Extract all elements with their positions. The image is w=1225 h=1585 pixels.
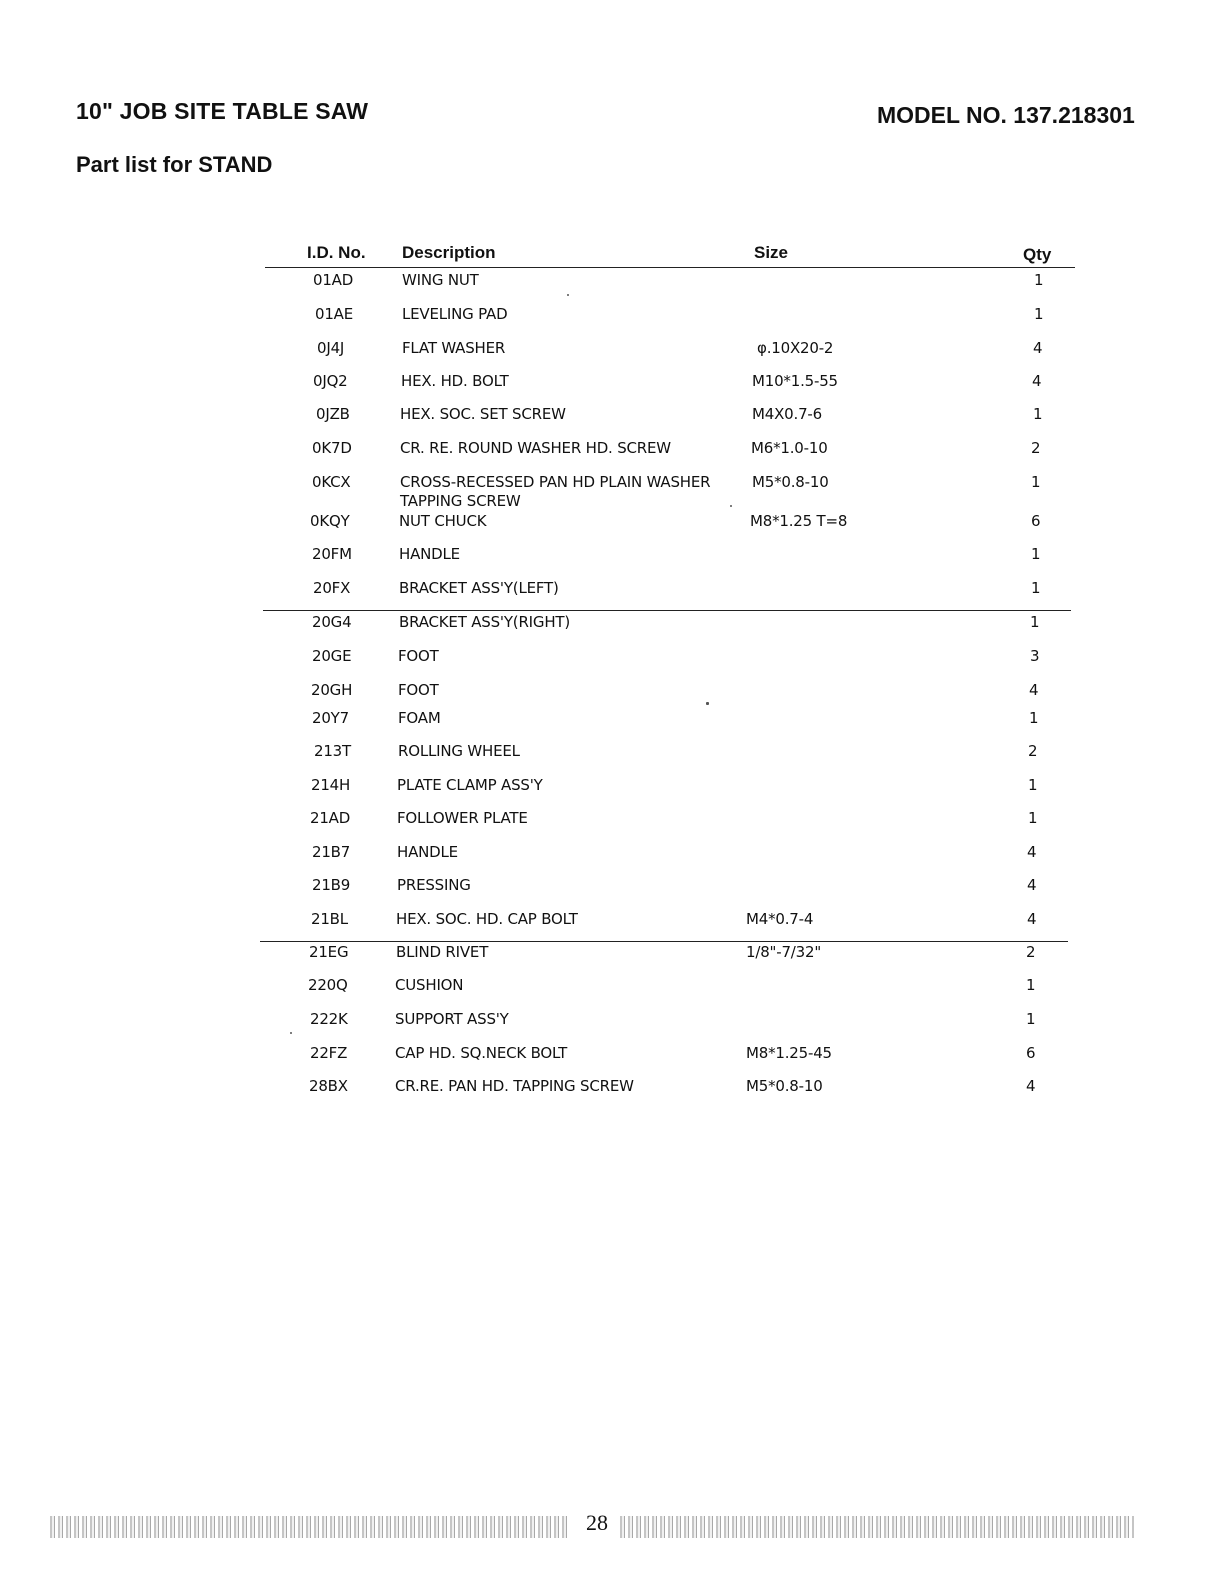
part-id: 220Q (308, 976, 348, 994)
part-id: 0JZB (316, 405, 350, 423)
page-number: 28 (586, 1510, 608, 1535)
part-qty: 1 (1033, 405, 1043, 423)
part-id: 20FX (313, 579, 351, 597)
part-qty: 1 (1031, 473, 1041, 491)
part-description: FOOT (398, 647, 439, 665)
part-description: ROLLING WHEEL (398, 742, 520, 760)
part-size: M10*1.5-55 (752, 372, 838, 390)
part-id: 0JQ2 (313, 372, 348, 390)
scan-artifact-left (50, 1516, 568, 1538)
part-qty: 1 (1028, 809, 1038, 827)
part-id: 21EG (309, 943, 349, 961)
part-qty: 6 (1031, 512, 1041, 530)
part-id: 21B7 (312, 843, 351, 861)
part-id: 21B9 (312, 876, 351, 894)
part-description: CAP HD. SQ.NECK BOLT (395, 1044, 568, 1062)
part-qty: 3 (1030, 647, 1040, 665)
part-qty: 1 (1026, 976, 1036, 994)
part-qty: 2 (1028, 742, 1038, 760)
part-id: 01AE (315, 305, 354, 323)
column-header-qty: Qty (1023, 245, 1052, 264)
part-qty: 1 (1026, 1010, 1036, 1028)
part-id: 222K (310, 1010, 348, 1028)
part-qty: 4 (1033, 339, 1043, 357)
part-qty: 4 (1027, 910, 1037, 928)
part-qty: 1 (1034, 305, 1044, 323)
part-description: HEX. HD. BOLT (401, 372, 509, 390)
part-qty: 1 (1031, 579, 1041, 597)
part-size: φ.10X20-2 (757, 339, 834, 357)
part-qty: 2 (1026, 943, 1036, 961)
part-size: M8*1.25-45 (746, 1044, 832, 1062)
section-title: Part list for STAND (76, 152, 273, 177)
scan-speck (730, 505, 732, 507)
column-header-size: Size (754, 243, 789, 262)
part-qty: 4 (1026, 1077, 1036, 1095)
part-id: 21AD (310, 809, 351, 827)
part-qty: 2 (1031, 439, 1041, 457)
part-id: 214H (311, 776, 351, 794)
part-description: WING NUT (402, 271, 479, 289)
part-size: M5*0.8-10 (752, 473, 829, 491)
part-description: BLIND RIVET (396, 943, 489, 961)
part-id: 28BX (309, 1077, 348, 1095)
part-description: CUSHION (395, 976, 464, 994)
page-title: 10" JOB SITE TABLE SAW (76, 98, 369, 124)
part-size: M5*0.8-10 (746, 1077, 823, 1095)
part-description: SUPPORT ASS'Y (395, 1010, 509, 1028)
part-id: 20FM (312, 545, 352, 563)
part-description: HEX. SOC. SET SCREW (400, 405, 566, 423)
part-qty: 4 (1029, 681, 1039, 699)
part-id: 0KQY (310, 512, 350, 530)
part-size: M4*0.7-4 (746, 910, 814, 928)
part-qty: 1 (1034, 271, 1044, 289)
part-qty: 4 (1027, 876, 1037, 894)
scan-speck (706, 702, 709, 705)
part-qty: 1 (1031, 545, 1041, 563)
part-description: FOAM (398, 709, 441, 727)
part-description: FOOT (398, 681, 439, 699)
part-qty: 4 (1027, 843, 1037, 861)
part-size: M8*1.25 T=8 (750, 512, 848, 530)
group-rule (263, 610, 1071, 611)
column-header-description: Description (402, 243, 496, 262)
part-description: CR.RE. PAN HD. TAPPING SCREW (395, 1077, 634, 1095)
part-description: CR. RE. ROUND WASHER HD. SCREW (400, 439, 671, 457)
part-id: 213T (314, 742, 351, 760)
part-size: M4X0.7-6 (752, 405, 822, 423)
part-id: 20G4 (312, 613, 352, 631)
model-number: MODEL NO. 137.218301 (877, 102, 1135, 128)
part-id: 01AD (313, 271, 354, 289)
part-description: PLATE CLAMP ASS'Y (397, 776, 543, 794)
header-rule (265, 267, 1075, 268)
part-id: 0K7D (312, 439, 352, 457)
part-id: 0KCX (312, 473, 351, 491)
part-description: NUT CHUCK (399, 512, 487, 530)
part-description: CROSS-RECESSED PAN HD PLAIN WASHER TAPPING SCREW (400, 473, 711, 510)
scan-speck (290, 1032, 292, 1034)
part-description: FOLLOWER PLATE (397, 809, 528, 827)
part-size: M6*1.0-10 (751, 439, 828, 457)
group-rule (260, 941, 1068, 942)
part-size: 1/8"-7/32" (746, 943, 822, 961)
part-description: BRACKET ASS'Y(LEFT) (399, 579, 559, 597)
part-id: 20GE (312, 647, 352, 665)
part-description: HANDLE (399, 545, 460, 563)
part-description: PRESSING (397, 876, 471, 894)
part-description: HEX. SOC. HD. CAP BOLT (396, 910, 578, 928)
part-qty: 6 (1026, 1044, 1036, 1062)
part-qty: 1 (1028, 776, 1038, 794)
part-id: 20GH (311, 681, 353, 699)
part-qty: 4 (1032, 372, 1042, 390)
part-description: LEVELING PAD (402, 305, 508, 323)
part-qty: 1 (1029, 709, 1039, 727)
part-qty: 1 (1030, 613, 1040, 631)
scan-speck (567, 294, 569, 296)
part-description: FLAT WASHER (402, 339, 506, 357)
part-id: 20Y7 (312, 709, 349, 727)
part-description: BRACKET ASS'Y(RIGHT) (399, 613, 571, 631)
part-description: HANDLE (397, 843, 458, 861)
part-id: 22FZ (310, 1044, 348, 1062)
part-id: 21BL (311, 910, 348, 928)
scan-artifact-right (620, 1516, 1134, 1538)
column-header-id: I.D. No. (307, 243, 366, 262)
part-id: 0J4J (317, 339, 345, 357)
